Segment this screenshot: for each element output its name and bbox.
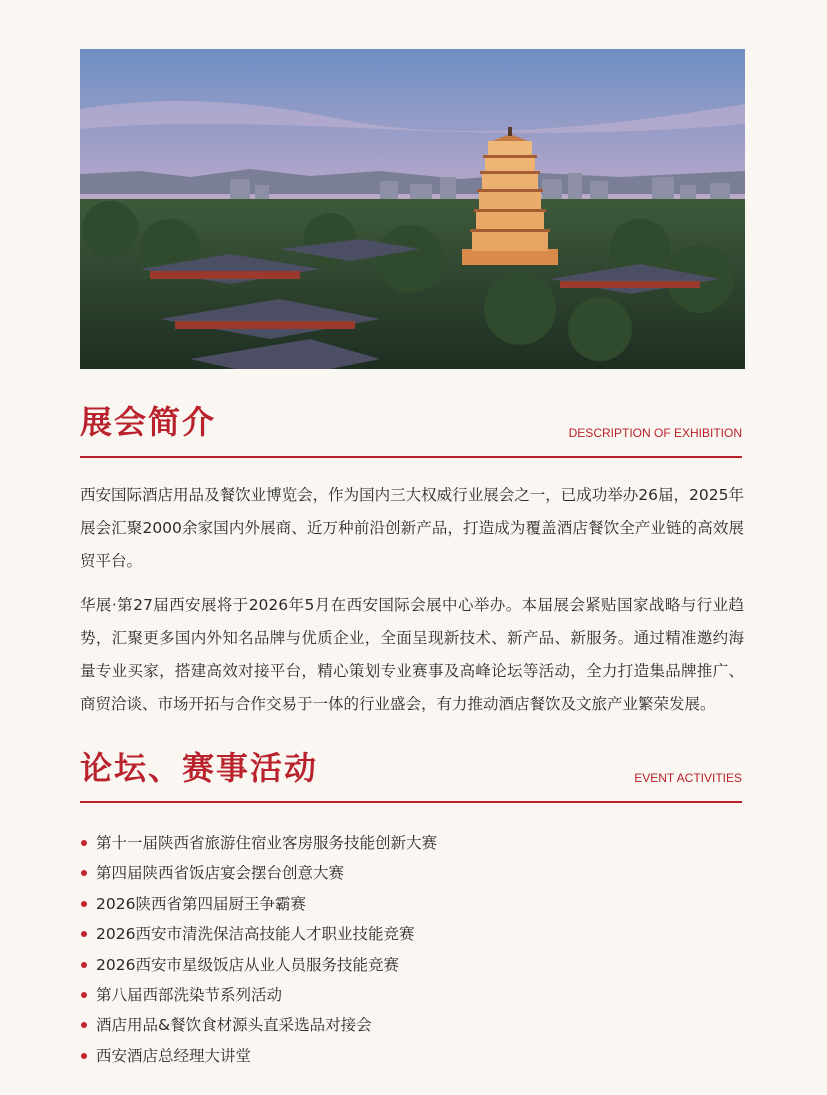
intro-title: 展会简介 (80, 403, 217, 441)
events-title: 论坛、赛事活动 (80, 749, 319, 787)
event-item: 2026西安市清洗保洁高技能人才职业技能竞赛 (80, 919, 437, 949)
event-item: 2026西安市星级饭店从业人员服务技能竞赛 (80, 950, 437, 980)
events-subtitle: EVENT ACTIVITIES (634, 771, 742, 785)
hero-image-giant-wild-goose-pagoda (80, 49, 745, 369)
event-item: 西安酒店总经理大讲堂 (80, 1041, 437, 1071)
intro-paragraph-2: 华展·第27届西安展将于2026年5月在西安国际会展中心举办。本届展会紧贴国家战略与行业趋势，汇聚更多国内外知名品牌与优质企业，全面呈现新技术、新产品、新服务。通过精准邀约海量专业买家，搭建高效对接平台，精心策划专业赛事及高峰论坛等活动，全力打造集品牌推广、商贸洽谈、市场开拓与合作交易于一体的行业盛会，有力推动酒店餐饮及文旅产业繁荣发展。 (80, 596, 744, 713)
intro-subtitle: DESCRIPTION OF EXHIBITION (568, 426, 742, 440)
event-item: 2026陕西省第四届厨王争霸赛 (80, 889, 437, 919)
events-section-header (80, 748, 742, 803)
intro-section-header (80, 402, 742, 458)
intro-paragraph-1: 西安国际酒店用品及餐饮业博览会，作为国内三大权威行业展会之一，已成功举办26届，2025年展会汇聚2000余家国内外展商、近万种前沿创新产品，打造成为覆盖酒店餐饮全产业链的高效展贸平台。 (80, 486, 744, 570)
events-list (80, 828, 437, 1071)
event-item: 第八届西部洗染节系列活动 (80, 980, 437, 1010)
event-item: 第十一届陕西省旅游住宿业客房服务技能创新大赛 (80, 828, 437, 858)
event-item: 酒店用品&餐饮食材源头直采选品对接会 (80, 1010, 437, 1040)
event-item: 第四届陕西省饭店宴会摆台创意大赛 (80, 858, 437, 888)
